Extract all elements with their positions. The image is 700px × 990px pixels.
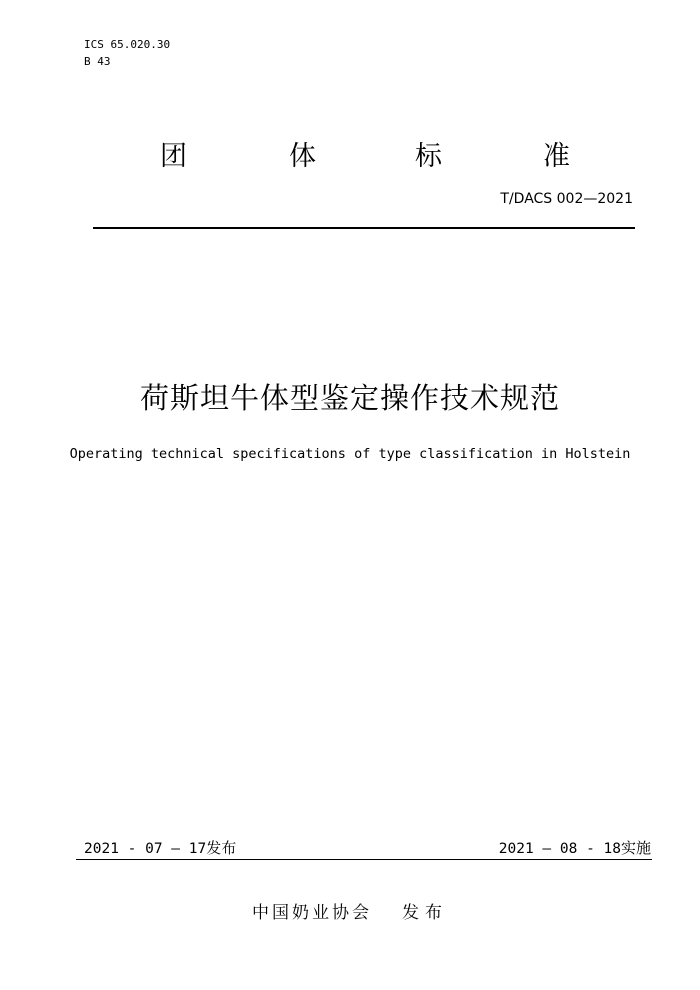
standard-type-char-1: 团 [160, 141, 187, 172]
footer-divider [76, 859, 652, 860]
standard-number: T/DACS 002—2021 [500, 191, 633, 207]
release-date-label: 发布 [206, 839, 237, 857]
document-title-cn: 荷斯坦牛体型鉴定操作技术规范 [139, 381, 560, 415]
ccs-code: B 43 [84, 55, 111, 68]
issuing-verb: 发布 [402, 903, 448, 923]
release-date-value: 2021 - 07 – 17 [84, 841, 207, 857]
implementation-date-label: 实施 [620, 839, 651, 857]
implementation-date [499, 838, 651, 859]
standard-type-char-4: 准 [543, 141, 570, 172]
implementation-date-value: 2021 – 08 - 18 [498, 841, 621, 857]
release-date [84, 838, 236, 859]
standard-type-char-2: 体 [289, 141, 316, 172]
standard-type-char-3: 标 [415, 141, 442, 172]
document-title-en: Operating technical specifications of type classification in Holstein [69, 446, 631, 462]
issuing-organization: 中国奶业协会 [252, 903, 372, 923]
ics-code: ICS 65.020.30 [84, 38, 171, 51]
issuer-line [0, 901, 700, 925]
header-divider [93, 227, 635, 229]
